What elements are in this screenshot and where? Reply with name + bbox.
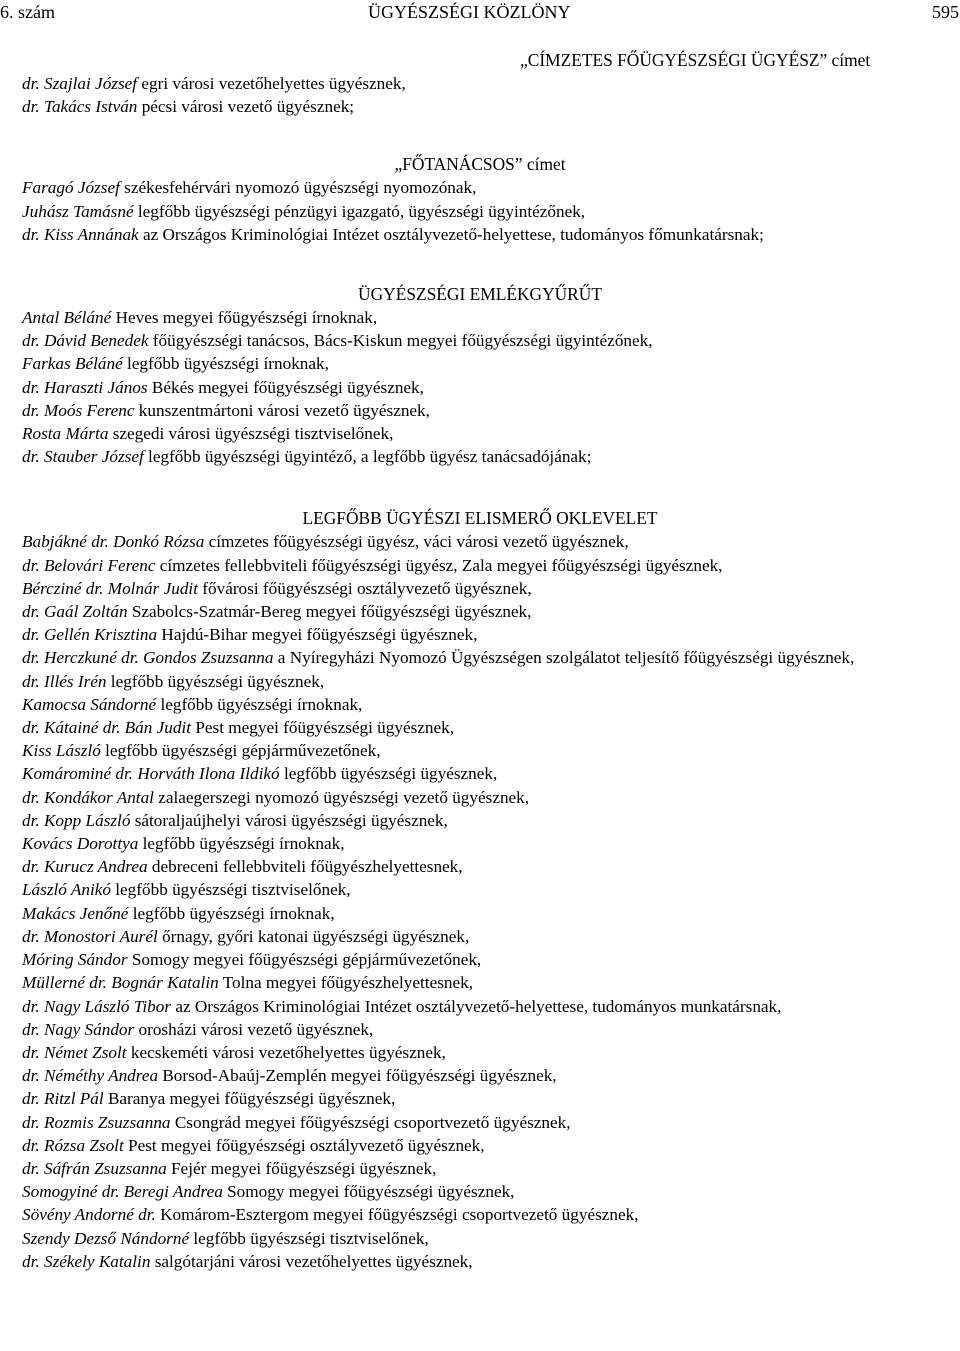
recipient-position: Pest megyei főügyészségi ügyésznek, bbox=[191, 718, 455, 738]
recipient-entry bbox=[0, 72, 960, 95]
recipient-entry bbox=[0, 577, 960, 600]
recipient-entry bbox=[0, 95, 960, 118]
recipient-position: legfőbb ügyészségi ügyintéző, a legfőbb ügyész tanácsadójának; bbox=[143, 447, 592, 467]
recipient-entry bbox=[0, 878, 960, 901]
recipient-position: Csongrád megyei főügyészségi csoportvezető ügyésznek, bbox=[170, 1112, 571, 1132]
recipient-name: dr. Székely Katalin bbox=[22, 1251, 151, 1271]
recipient-name: dr. Dávid Benedek bbox=[22, 331, 149, 351]
recipient-entry bbox=[0, 809, 960, 832]
recipient-entry bbox=[0, 176, 960, 199]
recipient-name: dr. Kopp László bbox=[22, 810, 131, 830]
recipient-name: dr. Gellén Krisztina bbox=[22, 625, 158, 645]
section-heading: ÜGYÉSZSÉGI EMLÉKGYŰRŰT bbox=[358, 284, 602, 305]
recipient-position: Baranya megyei főügyészségi ügyésznek, bbox=[103, 1089, 396, 1109]
recipient-entry bbox=[0, 1134, 960, 1157]
recipient-entry bbox=[0, 399, 960, 422]
section-spacer bbox=[0, 118, 960, 152]
recipient-entry bbox=[0, 1111, 960, 1134]
recipient-entry bbox=[0, 902, 960, 925]
recipient-name: dr. Sáfrán Zsuzsanna bbox=[22, 1158, 167, 1178]
section-heading: „CÍMZETES FŐÜGYÉSZSÉGI ÜGYÉSZ” címet bbox=[520, 50, 871, 70]
recipient-entry bbox=[0, 948, 960, 971]
recipient-entry bbox=[0, 1180, 960, 1203]
recipient-position: Somogy megyei főügyészségi gépjárművezetőnek, bbox=[127, 950, 482, 970]
recipient-position: legfőbb ügyészségi tisztviselőnek, bbox=[110, 880, 351, 900]
recipient-name: Farkas Béláné bbox=[22, 354, 123, 374]
recipient-entry bbox=[0, 600, 960, 623]
recipient-position: Pest megyei főügyészségi osztályvezető ügyésznek, bbox=[123, 1135, 485, 1155]
page-number: 595 bbox=[932, 2, 959, 22]
recipient-name: Kamocsa Sándorné bbox=[22, 694, 157, 714]
recipient-entry bbox=[0, 995, 960, 1018]
recipient-name: dr. Herczkuné dr. Gondos Zsuzsanna bbox=[22, 648, 274, 668]
recipient-name: dr. Stauber József bbox=[22, 447, 144, 467]
recipient-position: legfőbb ügyészségi pénzügyi igazgató, ügyészségi ügyintézőnek, bbox=[133, 201, 586, 221]
recipient-entry bbox=[0, 376, 960, 399]
recipient-entry bbox=[0, 1041, 960, 1064]
recipient-name: Rosta Márta bbox=[22, 424, 109, 444]
recipient-entry bbox=[0, 422, 960, 445]
recipient-name: dr. Kiss Annának bbox=[22, 224, 139, 244]
recipient-position: legfőbb ügyészségi ügyésznek, bbox=[279, 764, 498, 784]
recipient-name: Müllerné dr. Bognár Katalin bbox=[22, 973, 219, 993]
recipient-position: Tolna megyei főügyészhelyettesnek, bbox=[218, 973, 474, 993]
recipient-entry bbox=[0, 855, 960, 878]
recipient-position: orosházi városi vezető ügyésznek, bbox=[134, 1019, 374, 1039]
recipient-name: dr. Takács István bbox=[22, 97, 138, 117]
recipient-name: dr. Kátainé dr. Bán Judit bbox=[22, 718, 192, 738]
recipient-entry bbox=[0, 670, 960, 693]
recipient-name: Kovács Dorottya bbox=[22, 834, 139, 854]
recipient-name: dr. Moós Ferenc bbox=[22, 400, 135, 420]
recipient-position: kunszentmártoni városi vezető ügyésznek, bbox=[134, 400, 430, 420]
recipient-entry bbox=[0, 530, 960, 553]
recipient-position: Békés megyei főügyészségi ügyésznek, bbox=[147, 377, 424, 397]
recipient-position: Fejér megyei főügyészségi ügyésznek, bbox=[166, 1158, 437, 1178]
recipient-name: dr. Illés Irén bbox=[22, 671, 107, 691]
recipient-name: dr. Ritzl Pál bbox=[22, 1089, 104, 1109]
recipient-position: az Országos Kriminológiai Intézet osztályvezető-helyettese, tudományos főmunkatársnak; bbox=[138, 224, 764, 244]
award-section bbox=[0, 282, 960, 468]
recipient-name: dr. Rózsa Zsolt bbox=[22, 1135, 124, 1155]
recipient-position: főügyészségi tanácsos, Bács-Kiskun megyei főügyészségi ügyintézőnek, bbox=[148, 331, 653, 351]
recipient-entry bbox=[0, 971, 960, 994]
recipient-entry bbox=[0, 739, 960, 762]
recipient-position: legfőbb ügyészségi tisztviselőnek, bbox=[189, 1228, 429, 1248]
recipient-name: Antal Béláné bbox=[22, 308, 112, 328]
recipient-position: legfőbb ügyészségi gépjárművezetőnek, bbox=[100, 741, 381, 761]
recipient-name: Sövény Andorné dr. bbox=[22, 1205, 156, 1225]
recipient-position: szegedi városi ügyészségi tisztviselőnek, bbox=[108, 424, 394, 444]
recipient-name: Somogyiné dr. Beregi Andrea bbox=[22, 1182, 223, 1202]
recipient-name: Móring Sándor bbox=[22, 950, 128, 970]
recipient-entry bbox=[0, 646, 960, 669]
section-spacer bbox=[0, 246, 960, 282]
recipient-entry bbox=[0, 445, 960, 468]
recipient-name: dr. Nagy Sándor bbox=[22, 1019, 135, 1039]
recipient-position: kecskeméti városi vezetőhelyettes ügyésznek, bbox=[126, 1042, 446, 1062]
recipient-name: dr. Nagy László Tibor bbox=[22, 996, 172, 1016]
recipient-entry bbox=[0, 1018, 960, 1041]
recipient-entry bbox=[0, 786, 960, 809]
recipient-position: a Nyíregyházi Nyomozó Ügyészségen szolgálatot teljesítő főügyészségi ügyésznek, bbox=[273, 648, 855, 668]
recipient-position: címzetes fellebbviteli főügyészségi ügyész, Zala megyei főügyészségi ügyésznek, bbox=[155, 555, 723, 575]
recipient-name: dr. Haraszti János bbox=[22, 377, 148, 397]
recipient-entry bbox=[0, 223, 960, 246]
recipient-position: székesfehérvári nyomozó ügyészségi nyomozónak, bbox=[119, 178, 477, 198]
recipient-entry bbox=[0, 352, 960, 375]
recipient-entry bbox=[0, 1087, 960, 1110]
recipient-position: Szabolcs-Szatmár-Bereg megyei főügyészségi ügyésznek, bbox=[127, 602, 532, 622]
recipient-name: Kiss László bbox=[22, 741, 101, 761]
recipient-position: Komárom-Esztergom megyei főügyészségi csoportvezető ügyésznek, bbox=[155, 1205, 639, 1225]
recipient-entry bbox=[0, 716, 960, 739]
recipient-position: sátoraljaújhelyi városi ügyészségi ügyésznek, bbox=[130, 810, 448, 830]
recipient-position: Borsod-Abaúj-Zemplén megyei főügyészségi ügyésznek, bbox=[158, 1066, 557, 1086]
recipient-name: dr. Rozmis Zsuzsanna bbox=[22, 1112, 171, 1132]
recipient-position: Somogy megyei főügyészségi ügyésznek, bbox=[222, 1182, 515, 1202]
recipient-position: legfőbb ügyészségi írnoknak, bbox=[138, 834, 345, 854]
recipient-name: Makács Jenőné bbox=[22, 903, 129, 923]
recipient-entry bbox=[0, 1203, 960, 1226]
recipient-position: legfőbb ügyészségi írnoknak, bbox=[122, 354, 329, 374]
section-spacer bbox=[0, 468, 960, 506]
recipient-name: Babjákné dr. Donkó Rózsa bbox=[22, 532, 205, 552]
recipient-position: egri városi vezetőhelyettes ügyésznek, bbox=[137, 74, 406, 93]
recipient-position: az Országos Kriminológiai Intézet osztályvezető-helyettese, tudományos munkatársnak, bbox=[171, 996, 782, 1016]
recipient-name: dr. Német Zsolt bbox=[22, 1042, 127, 1062]
recipient-entry bbox=[0, 1064, 960, 1087]
recipient-position: legfőbb ügyészségi írnoknak, bbox=[156, 694, 363, 714]
recipient-entry bbox=[0, 1250, 960, 1273]
recipient-position: legfőbb ügyészségi írnoknak, bbox=[128, 903, 335, 923]
recipient-entry bbox=[0, 832, 960, 855]
recipient-entry bbox=[0, 1227, 960, 1250]
recipient-name: dr. Kurucz Andrea bbox=[22, 857, 148, 877]
award-section bbox=[0, 48, 960, 118]
recipient-entry bbox=[0, 554, 960, 577]
recipient-position: őrnagy, győri katonai ügyészségi ügyésznek, bbox=[157, 926, 470, 946]
recipient-entry bbox=[0, 925, 960, 948]
recipient-name: dr. Gaál Zoltán bbox=[22, 602, 128, 622]
recipient-position: Heves megyei főügyészségi írnoknak, bbox=[111, 308, 378, 328]
recipient-position: fővárosi főügyészségi osztályvezető ügyésznek, bbox=[198, 578, 532, 598]
recipient-entry bbox=[0, 200, 960, 223]
recipient-entry bbox=[0, 693, 960, 716]
issue-number: 6. szám bbox=[0, 2, 55, 22]
recipient-position: salgótarjáni városi vezetőhelyettes ügyésznek, bbox=[150, 1251, 473, 1271]
recipient-name: László Anikó bbox=[22, 880, 111, 900]
journal-title: ÜGYÉSZSÉGI KÖZLÖNY bbox=[368, 2, 571, 22]
recipient-name: Bércziné dr. Molnár Judit bbox=[22, 578, 198, 598]
recipient-name: dr. Szajlai József bbox=[22, 74, 138, 93]
award-section bbox=[0, 152, 960, 246]
recipient-name: Faragó József bbox=[22, 178, 120, 198]
recipient-position: debreceni fellebbviteli főügyészhelyettesnek, bbox=[147, 857, 463, 877]
document-body bbox=[0, 48, 960, 1273]
recipient-position: pécsi városi vezető ügyésznek; bbox=[137, 97, 355, 117]
recipient-position: legfőbb ügyészségi ügyésznek, bbox=[106, 671, 325, 691]
section-heading: LEGFŐBB ÜGYÉSZI ELISMERŐ OKLEVELET bbox=[302, 508, 658, 529]
award-section bbox=[0, 506, 960, 1273]
recipient-name: dr. Monostori Aurél bbox=[22, 926, 158, 946]
recipient-name: Komárominé dr. Horváth Ilona Ildikó bbox=[22, 764, 280, 784]
recipient-name: dr. Néméthy Andrea bbox=[22, 1066, 159, 1086]
recipient-position: címzetes főügyészségi ügyész, váci városi vezető ügyésznek, bbox=[204, 532, 629, 552]
recipient-name: dr. Belovári Ferenc bbox=[22, 555, 156, 575]
recipient-entry bbox=[0, 762, 960, 785]
recipient-entry bbox=[0, 623, 960, 646]
recipient-entry bbox=[0, 306, 960, 329]
recipient-name: Szendy Dezső Nándorné bbox=[22, 1228, 190, 1248]
recipient-entry bbox=[0, 329, 960, 352]
page-header bbox=[0, 2, 960, 26]
section-heading: „FŐTANÁCSOS” címet bbox=[394, 154, 566, 175]
recipient-position: zalaegerszegi nyomozó ügyészségi vezető ügyésznek, bbox=[153, 787, 530, 807]
recipient-position: Hajdú-Bihar megyei főügyészségi ügyésznek, bbox=[157, 625, 478, 645]
recipient-name: dr. Kondákor Antal bbox=[22, 787, 154, 807]
recipient-entry bbox=[0, 1157, 960, 1180]
recipient-name: Juhász Tamásné bbox=[22, 201, 134, 221]
